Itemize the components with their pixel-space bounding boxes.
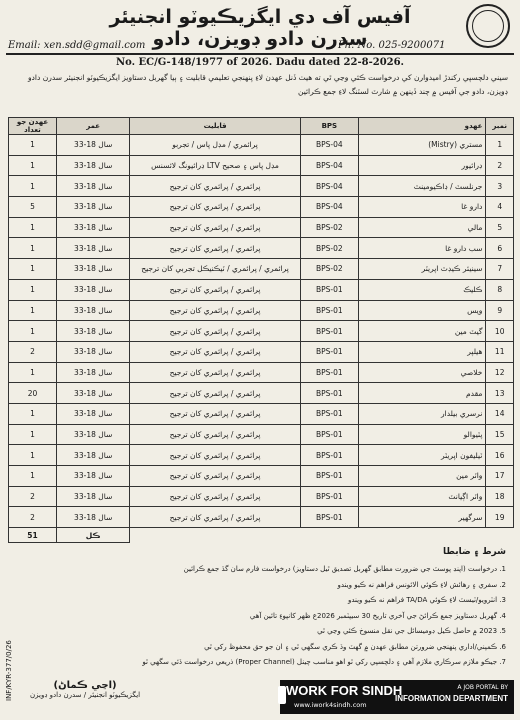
row-post: گيٽ مين	[358, 321, 486, 342]
row-qualification: پرائمري / پرائمري / ٽيڪنيڪل تجربي کان ترجيح	[130, 259, 300, 280]
row-age: سال 18-33	[56, 321, 129, 342]
table-row	[9, 403, 514, 424]
footer-brand: WORK FOR SINDH	[286, 683, 403, 698]
row-qualification: پرائمري / پرائمري کان ترجيح	[130, 279, 300, 300]
row-number: 1	[486, 135, 514, 156]
row-number: 12	[486, 362, 514, 383]
row-vacancies: 1	[9, 155, 57, 176]
row-vacancies: 1	[9, 300, 57, 321]
row-bps: BPS-01	[300, 445, 358, 466]
row-number: 9	[486, 300, 514, 321]
condition-item: 5. 2023 ۾ حاصل ڪيل ڊوميسائل جي نقل منسوخ ڪئي وڃي ٿي	[317, 627, 506, 635]
row-qualification: پرائمري / پرائمري کان ترجيح	[130, 507, 300, 528]
row-number: 7	[486, 259, 514, 280]
office-email: Email: xen.sdd@gmail.com	[8, 40, 146, 51]
row-bps: BPS-02	[300, 217, 358, 238]
row-number: 16	[486, 445, 514, 466]
row-bps: BPS-02	[300, 238, 358, 259]
row-age: سال 18-33	[56, 486, 129, 507]
row-post: هيلپر	[358, 341, 486, 362]
row-vacancies: 2	[9, 486, 57, 507]
row-age: سال 18-33	[56, 341, 129, 362]
row-number: 4	[486, 197, 514, 218]
row-vacancies: 1	[9, 466, 57, 487]
row-number: 17	[486, 466, 514, 487]
row-bps: BPS-01	[300, 507, 358, 528]
col-no: نمبر	[486, 118, 514, 135]
table-row	[9, 135, 514, 156]
condition-item: 6. ڪمپني/اداري پنهنجي ضرورتن مطابق عهدن ۾ گهٽ وڌ ڪري سگهي ٿي ۽ ان جو حق محفوظ رکي ٿي	[204, 642, 506, 651]
row-vacancies: 1	[9, 321, 57, 342]
table-row	[9, 383, 514, 404]
signatory-title: ايگزيڪيوٽو انجنيئر / سدرن دادو ڊويزن	[30, 691, 141, 699]
row-age: سال 18-33	[56, 300, 129, 321]
row-bps: BPS-04	[300, 176, 358, 197]
row-number: 15	[486, 424, 514, 445]
footer-department: INFORMATION DEPARTMENT	[394, 694, 508, 703]
row-number: 8	[486, 279, 514, 300]
row-qualification: پرائمري / پرائمري کان ترجيح	[130, 424, 300, 445]
table-row	[9, 300, 514, 321]
table-row	[9, 362, 514, 383]
total-spacer	[130, 528, 514, 543]
row-qualification: پرائمري / مڊل پاس / تجربو	[130, 135, 300, 156]
row-vacancies: 20	[9, 383, 57, 404]
row-post: ٽيليفون اپريٽر	[358, 445, 486, 466]
table-row	[9, 197, 514, 218]
row-qualification: پرائمري / پرائمري کان ترجيح	[130, 217, 300, 238]
office-title: آفيس آف دي ايگزيڪيوٽو انجنيئر سدرن دادو ڊويزن، دادو	[109, 6, 411, 50]
row-number: 13	[486, 383, 514, 404]
government-seal-icon	[466, 4, 510, 48]
side-code-text: INF/KYR-377/0/26	[5, 640, 13, 701]
signatory-name: (اڃي ڪماڻ)	[53, 680, 117, 691]
condition-item: 4. گهربل دستاويز جمع ڪرائڻ جي آخري تاريخ 30 سيپٽمبر 2026ع ظهر کانپوءِ تائين آهي	[249, 611, 506, 620]
row-bps: BPS-01	[300, 403, 358, 424]
table-row	[9, 341, 514, 362]
row-age: سال 18-33	[56, 383, 129, 404]
conditions-list	[36, 562, 506, 671]
row-bps: BPS-01	[300, 383, 358, 404]
row-post: پٽيوالو	[358, 424, 486, 445]
col-age: عمر	[56, 118, 129, 135]
row-post: ويس	[358, 300, 486, 321]
condition-item: 1. درخواست (اپنڊ پوسٽ جي ضرورت مطابق گهربل تصديق ٿيل دستاويز) درخواست فارم سان گڏ جمع ڪرائين	[183, 565, 506, 573]
row-vacancies: 1	[9, 445, 57, 466]
row-vacancies: 2	[9, 507, 57, 528]
table-row	[9, 176, 514, 197]
footer-portal-by: A JOB PORTAL BY	[457, 684, 508, 691]
row-qualification: پرائمري / پرائمري کان ترجيح	[130, 445, 300, 466]
header	[0, 0, 520, 52]
table-row	[9, 217, 514, 238]
row-vacancies: 1	[9, 238, 57, 259]
row-number: 11	[486, 341, 514, 362]
condition-item: 3. انٽرويو/ٽيسٽ لاءِ ڪوئي TA/DA فراهم نه ڪيو ويندو	[347, 596, 506, 604]
row-age: سال 18-33	[56, 445, 129, 466]
row-qualification: پرائمري / پرائمري کان ترجيح	[130, 486, 300, 507]
row-qualification: پرائمري / پرائمري کان ترجيح	[130, 383, 300, 404]
table-row	[9, 445, 514, 466]
row-post: جرنلسٽ / ڊاڪيومينٽ	[358, 176, 486, 197]
col-bps: BPS	[300, 118, 358, 135]
intro-paragraph: سيني دلچسپي رکندڙ اميدوارن کي درخواست ڪئي وڃي ٿي ته هيٺ ڏنل عهدن لاءِ پنهنجي تعليمي قابليت ۽ ٻيا گهربل دستاويز ايگزيڪيوٽو انجنيئر سدرن دادو ڊويزن، دادو جي آفيس ۾ چند ڏينهن ۾ شارٽ لسٽنگ لاءِ جمع ڪرائين	[27, 73, 508, 96]
row-post: مستري (Mistry)	[358, 135, 486, 156]
row-age: سال 18-33	[56, 197, 129, 218]
row-post: واٽر اڳيانٽ	[358, 486, 486, 507]
row-vacancies: 5	[9, 197, 57, 218]
row-qualification: پرائمري / پرائمري کان ترجيح	[130, 362, 300, 383]
row-age: سال 18-33	[56, 155, 129, 176]
vacancy-table	[8, 117, 514, 543]
footer-url: www.iwork4sindh.com	[294, 701, 367, 709]
col-qualification: قابليت	[130, 118, 300, 135]
row-bps: BPS-01	[300, 466, 358, 487]
signature-block	[30, 680, 140, 699]
row-bps: BPS-01	[300, 362, 358, 383]
row-qualification: پرائمري / پرائمري کان ترجيح	[130, 176, 300, 197]
row-post: ڊرائيور	[358, 155, 486, 176]
row-qualification: پرائمري / پرائمري کان ترجيح	[130, 300, 300, 321]
table-row	[9, 321, 514, 342]
row-post: واٽر مين	[358, 466, 486, 487]
row-age: سال 18-33	[56, 259, 129, 280]
row-post: مالي	[358, 217, 486, 238]
table-row	[9, 507, 514, 528]
row-number: 5	[486, 217, 514, 238]
row-qualification: پرائمري / پرائمري کان ترجيح	[130, 238, 300, 259]
row-bps: BPS-04	[300, 197, 358, 218]
row-age: سال 18-33	[56, 279, 129, 300]
row-age: سال 18-33	[56, 466, 129, 487]
row-qualification: پرائمري / پرائمري کان ترجيح	[130, 341, 300, 362]
table-row	[9, 155, 514, 176]
row-age: سال 18-33	[56, 507, 129, 528]
row-bps: BPS-01	[300, 424, 358, 445]
total-value: 51	[9, 528, 57, 543]
col-post: عهدو	[358, 118, 486, 135]
row-post: نرسري بيلدار	[358, 403, 486, 424]
row-number: 10	[486, 321, 514, 342]
row-number: 18	[486, 486, 514, 507]
row-post: سينيئر ڪيڊٽ اپريٽر	[358, 259, 486, 280]
row-number: 3	[486, 176, 514, 197]
office-phone: Ph. No. 025-9200071	[338, 40, 446, 51]
row-post: سرگهير	[358, 507, 486, 528]
total-row	[9, 528, 514, 543]
row-vacancies: 2	[9, 341, 57, 362]
row-qualification: پرائمري / پرائمري کان ترجيح	[130, 197, 300, 218]
row-age: سال 18-33	[56, 403, 129, 424]
footer-banner	[280, 680, 514, 714]
row-number: 2	[486, 155, 514, 176]
row-vacancies: 1	[9, 424, 57, 445]
total-label: ڪل	[56, 528, 129, 543]
side-code	[2, 612, 16, 704]
table-row	[9, 486, 514, 507]
table-row	[9, 279, 514, 300]
table-row	[9, 466, 514, 487]
row-number: 19	[486, 507, 514, 528]
row-bps: BPS-01	[300, 300, 358, 321]
row-vacancies: 1	[9, 217, 57, 238]
row-bps: BPS-02	[300, 259, 358, 280]
row-vacancies: 1	[9, 259, 57, 280]
row-number: 14	[486, 403, 514, 424]
table-row	[9, 259, 514, 280]
table-row	[9, 424, 514, 445]
row-bps: BPS-01	[300, 279, 358, 300]
row-qualification: پرائمري / پرائمري کان ترجيح	[130, 321, 300, 342]
row-post: دارو غا	[358, 197, 486, 218]
row-post: خلاصي	[358, 362, 486, 383]
row-post: سب دارو غا	[358, 238, 486, 259]
table-header-row	[9, 118, 514, 135]
reference-number: No. EC/G-148/1977 of 2026. Dadu dated 22-8-2026.	[115, 57, 405, 68]
row-vacancies: 1	[9, 176, 57, 197]
conditions-title: شرط ۽ ضابطا	[443, 547, 506, 557]
row-age: سال 18-33	[56, 176, 129, 197]
row-vacancies: 1	[9, 362, 57, 383]
row-age: سال 18-33	[56, 135, 129, 156]
row-age: سال 18-33	[56, 217, 129, 238]
row-bps: BPS-01	[300, 486, 358, 507]
row-post: ڪليڪ	[358, 279, 486, 300]
row-vacancies: 1	[9, 135, 57, 156]
row-post: مقدم	[358, 383, 486, 404]
row-age: سال 18-33	[56, 238, 129, 259]
row-qualification: پرائمري / پرائمري کان ترجيح	[130, 466, 300, 487]
row-vacancies: 1	[9, 279, 57, 300]
row-bps: BPS-04	[300, 135, 358, 156]
row-vacancies: 1	[9, 403, 57, 424]
row-number: 6	[486, 238, 514, 259]
row-bps: BPS-01	[300, 341, 358, 362]
header-divider	[6, 53, 514, 55]
row-bps: BPS-01	[300, 321, 358, 342]
row-qualification: مڊل پاس ۽ صحيح LTV ڊرائيونگ لائسنس	[130, 155, 300, 176]
condition-item: 7. جيڪو ملازم سرڪاري ملازم آهي ۽ دلچسپي رکي ٿو اهو مناسب چينل (Proper Channel) ذريعي درخواست ڏئي سگهي ٿو	[142, 658, 506, 666]
hand-icon	[278, 686, 286, 704]
col-vacancies: عهدن جو تعداد	[9, 118, 57, 135]
row-bps: BPS-04	[300, 155, 358, 176]
condition-item: 2. سفري ۽ رهائش لاءِ ڪوئي الائونس فراهم نه ڪيو ويندو	[337, 580, 506, 589]
row-qualification: پرائمري / پرائمري کان ترجيح	[130, 403, 300, 424]
table-row	[9, 238, 514, 259]
row-age: سال 18-33	[56, 424, 129, 445]
row-age: سال 18-33	[56, 362, 129, 383]
